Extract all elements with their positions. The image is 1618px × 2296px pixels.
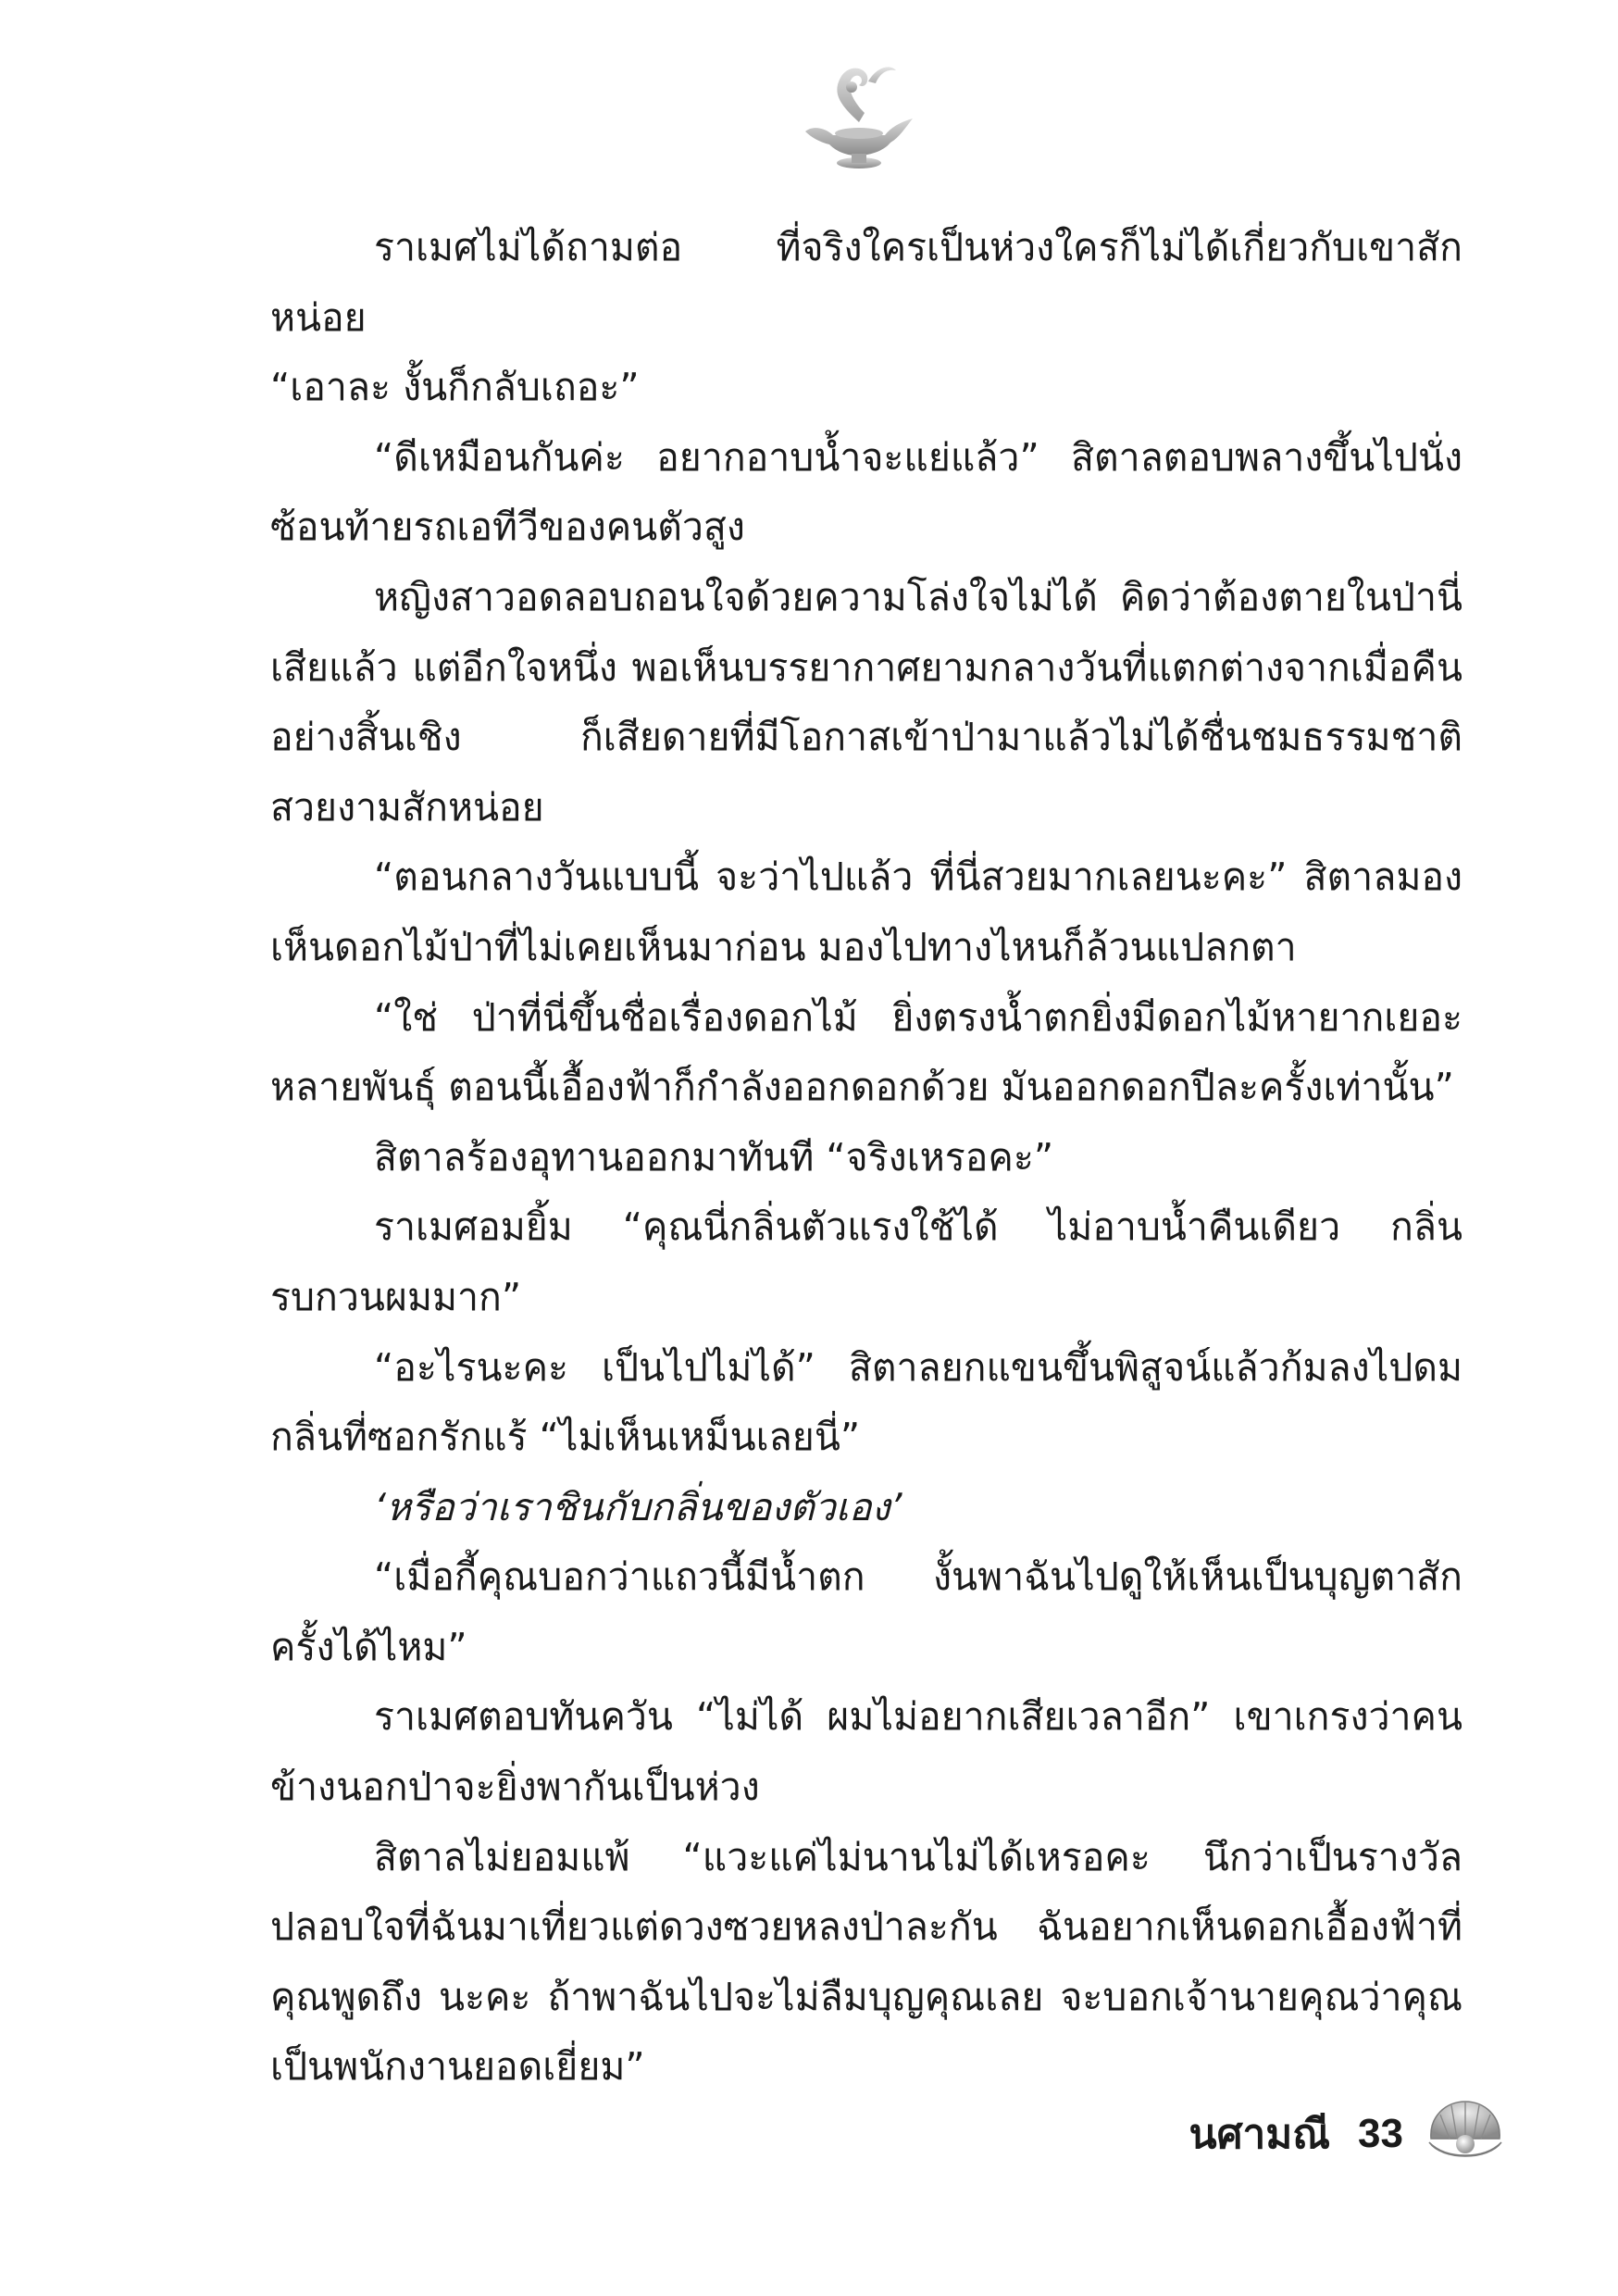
paragraph-7: สิตาลร้องอุทานออกมาทันที “จริงเหรอคะ” (374, 1134, 1054, 1179)
paragraph-5: “ตอนกลางวันแบบนี้ จะว่าไปแล้ว ที่นี่สวยมากเลยนะคะ” สิตาลมองเห็นดอกไม้ป่าที่ไม่เคยเห็นมาก่อน มองไปทางไหนก็ล้วนแปลกตา (270, 855, 1462, 969)
paragraph-12: ราเมศตอบทันควัน “ไม่ได้ ผมไม่อยากเสียเวลาอีก” เขาเกรงว่าคนข้างนอกป่าจะยิ่งพากันเป็นห่วง (270, 1694, 1462, 1810)
paragraph-10-thought: ‘หรือว่าเราชินกับกลิ่นของตัวเอง’ (374, 1484, 902, 1529)
paragraph-9: “อะไรนะคะ เป็นไปไม่ได้” สิตาลยกแขนขึ้นพิสูจน์แล้วก้มลงไปดมกลิ่นที่ซอกรักแร้ “ไม่เห็นเหม็นเลยนี่” (270, 1344, 1462, 1460)
genie-lamp-icon (787, 56, 926, 176)
paragraph-11: “เมื่อกี้คุณบอกว่าแถวนี้มีน้ำตก งั้นพาฉันไปดูให้เห็นเป็นบุญตาสักครั้งได้ไหม” (270, 1554, 1462, 1669)
pearl-shell-icon (1424, 2096, 1507, 2172)
paragraph-2: “เอาละ งั้นก็กลับเถอะ” (270, 365, 640, 410)
page-number: 33 (1358, 2111, 1403, 2156)
chapter-body-text (270, 213, 1462, 2103)
paragraph-4: หญิงสาวอดลอบถอนใจด้วยความโล่งใจไม่ได้ คิดว่าต้องตายในป่านี่เสียแล้ว แต่อีกใจหนึ่ง พอเห็นบรรยากาศยามกลางวันที่แตกต่างจากเมื่อคืนอย่างสิ้นเชิง ก็เสียดายที่มีโอกาสเข้าป่ามาแล้วไม่ได้ชื่นชมธรรมชาติสวยงามสักหน่อย (270, 574, 1462, 830)
paragraph-6: “ใช่ ป่าที่นี่ขึ้นชื่อเรื่องดอกไม้ ยิ่งตรงน้ำตกยิ่งมีดอกไม้หายากเยอะหลายพันธุ์ ตอนนี้เอื้องฟ้าก็กำลังออกดอกด้วย มันออกดอกปีละครั้งเท่านั้น” (270, 994, 1462, 1110)
book-title: นศามณี (1189, 2112, 1331, 2157)
paragraph-8: ราเมศอมยิ้ม “คุณนี่กลิ่นตัวแรงใช้ได้ ไม่อาบน้ำคืนเดียว กลิ่นรบกวนผมมาก” (270, 1204, 1462, 1319)
paragraph-1: ราเมศไม่ได้ถามต่อ ที่จริงใครเป็นห่วงใครก็ไม่ได้เกี่ยวกับเขาสักหน่อย (270, 225, 1462, 340)
paragraph-13: สิตาลไม่ยอมแพ้ “แวะแค่ไม่นานไม่ได้เหรอคะ นึกว่าเป็นรางวัลปลอบใจที่ฉันมาเที่ยวแต่ดวงซวยหลงป่าละกัน ฉันอยากเห็นดอกเอื้องฟ้าที่คุณพูดถึง นะคะ ถ้าพาฉันไปจะไม่ลืมบุญคุณเลย จะบอกเจ้านายคุณว่าคุณเป็นพนักงานยอดเยี่ยม” (270, 1834, 1462, 2090)
page-footer (1189, 2092, 1508, 2176)
paragraph-3: “ดีเหมือนกันค่ะ อยากอาบน้ำจะแย่แล้ว” สิตาลตอบพลางขึ้นไปนั่งซ้อนท้ายรถเอทีวีของคนตัวสูง (270, 434, 1462, 550)
